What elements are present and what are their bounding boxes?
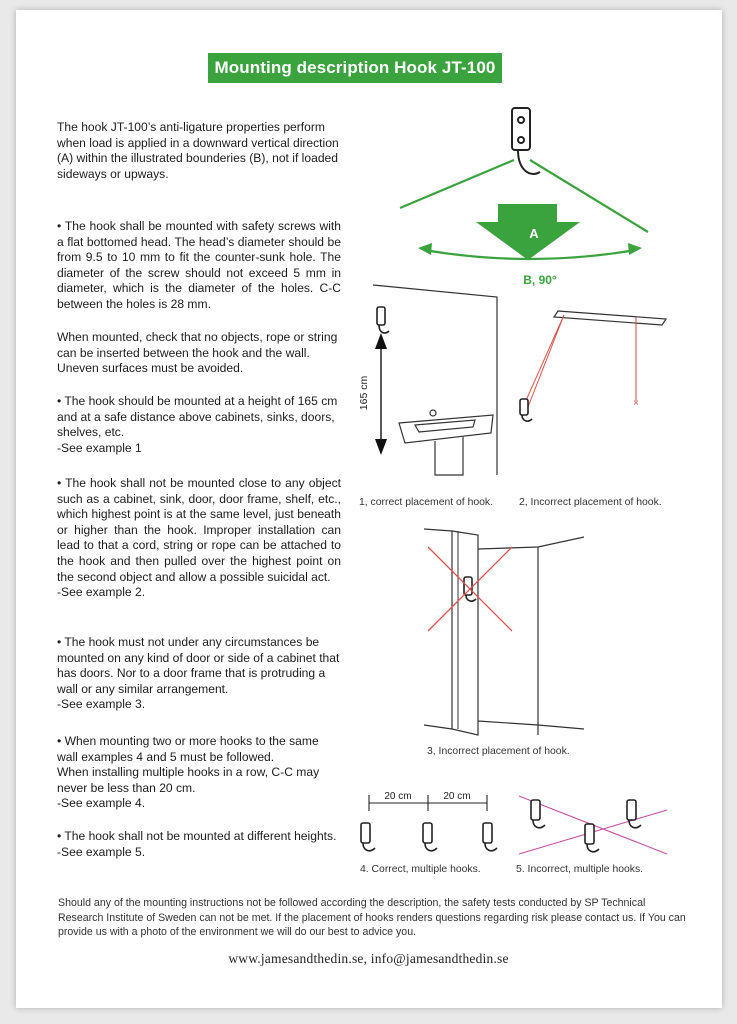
hook-icon — [483, 823, 497, 851]
contact-links[interactable]: www.jamesandthedin.se, info@jamesandthedin.se — [228, 951, 509, 966]
document-title: Mounting description Hook JT-100 — [208, 53, 502, 83]
shelf-icon — [554, 311, 666, 325]
intro-paragraph: The hook JT-100’s anti-ligature properties perform when load is applied in a downward vertical direction (A) within the illustrated bounderies (B), not if loaded sideways or upways. — [57, 120, 339, 181]
cross-marker-icon: × — [633, 398, 639, 409]
arc-arrow-right-icon — [628, 243, 642, 255]
screws-paragraph: • The hook shall be mounted with safety screws with a flat bottomed head. The head’s diameter should be from 9.5 to 10 mm to fit the counter-sunk hole. The diameter of the screw should not exceed 5 mm in diameter, which is the diameter of the holes. C-C between the holes is 28 mm. — [57, 219, 341, 311]
multiple-hooks-paragraph: • When mounting two or more hooks to the same wall examples 4 and 5 must be followed. When installing multiple hooks in a row, C-C may never be less than 20 cm. -See example 4. — [57, 734, 320, 811]
example-1-diagram — [355, 285, 515, 490]
caption-example-4: 4. Correct, multiple hooks. — [360, 864, 481, 875]
caption-example-1: 1, correct placement of hook. — [359, 497, 493, 508]
example-5-diagram — [515, 792, 675, 862]
hook-icon — [627, 800, 641, 828]
boundary-b-label: B, 90° — [523, 273, 557, 287]
arrow-a-label: A — [529, 226, 539, 241]
arrow-a-icon — [476, 204, 580, 260]
height-paragraph: • The hook should be mounted at a height of 165 cm and at a safe distance above cabinets, sinks, doors, shelves, etc. -See example 1 — [57, 394, 338, 455]
footer-disclaimer: Should any of the mounting instructions not be followed according the description, the safety tests conducted by SP Technical Research Institute of Sweden can not be met. If the placement of hooks renders questions regarding risk please contact us. If You can provide us with a photo of the environment we will do our best to advice you. — [58, 897, 686, 939]
hook-icon — [531, 800, 545, 828]
caption-example-2: 2, Incorrect placement of hook. — [519, 497, 662, 508]
caption-example-3: 3, Incorrect placement of hook. — [427, 746, 570, 757]
spacing-label-1: 20 cm — [384, 791, 412, 802]
spacing-label-2: 20 cm — [443, 791, 471, 802]
arrow-down-icon — [375, 439, 387, 455]
close-objects-paragraph: • The hook shall not be mounted close to any object such as a cabinet, sink, door, door frame, shelf, etc., which highest point is at the same level, just beneath or higher than the hook. Improper installation can lead to that a cord, string or rope can be attached to the hook and then pulled over the highest point on the second object and allow a possible suicidal act. -See example 2. — [57, 476, 341, 600]
hook-icon — [377, 307, 389, 333]
door-frame-icon — [452, 531, 478, 735]
hook-icon — [361, 823, 375, 851]
door-paragraph: • The hook must not under any circumstances be mounted on any kind of door or side of a cabinet that has doors. Nor to a door frame that is protruding a wall or any similar arrangement. -See example 3. — [57, 635, 340, 712]
example-3-diagram — [420, 525, 590, 740]
arc-arrow-left-icon — [418, 243, 432, 255]
example-4-diagram — [355, 785, 505, 865]
hook-icon — [423, 823, 437, 851]
load-direction-diagram — [390, 100, 680, 290]
height-165-label: 165 cm — [358, 375, 370, 411]
heights-paragraph: • The hook shall not be mounted at different heights. -See example 5. — [57, 829, 337, 859]
boundary-left-line — [400, 160, 514, 208]
hook-icon — [585, 824, 599, 852]
sink-icon — [399, 410, 493, 475]
arrow-up-icon — [375, 333, 387, 349]
caption-example-5: 5. Incorrect, multiple hooks. — [516, 864, 644, 875]
example-2-diagram — [510, 305, 680, 425]
check-paragraph: When mounted, check that no objects, rope or string can be inserted between the hook and the wall. Uneven surfaces must be avoided. — [57, 330, 338, 376]
